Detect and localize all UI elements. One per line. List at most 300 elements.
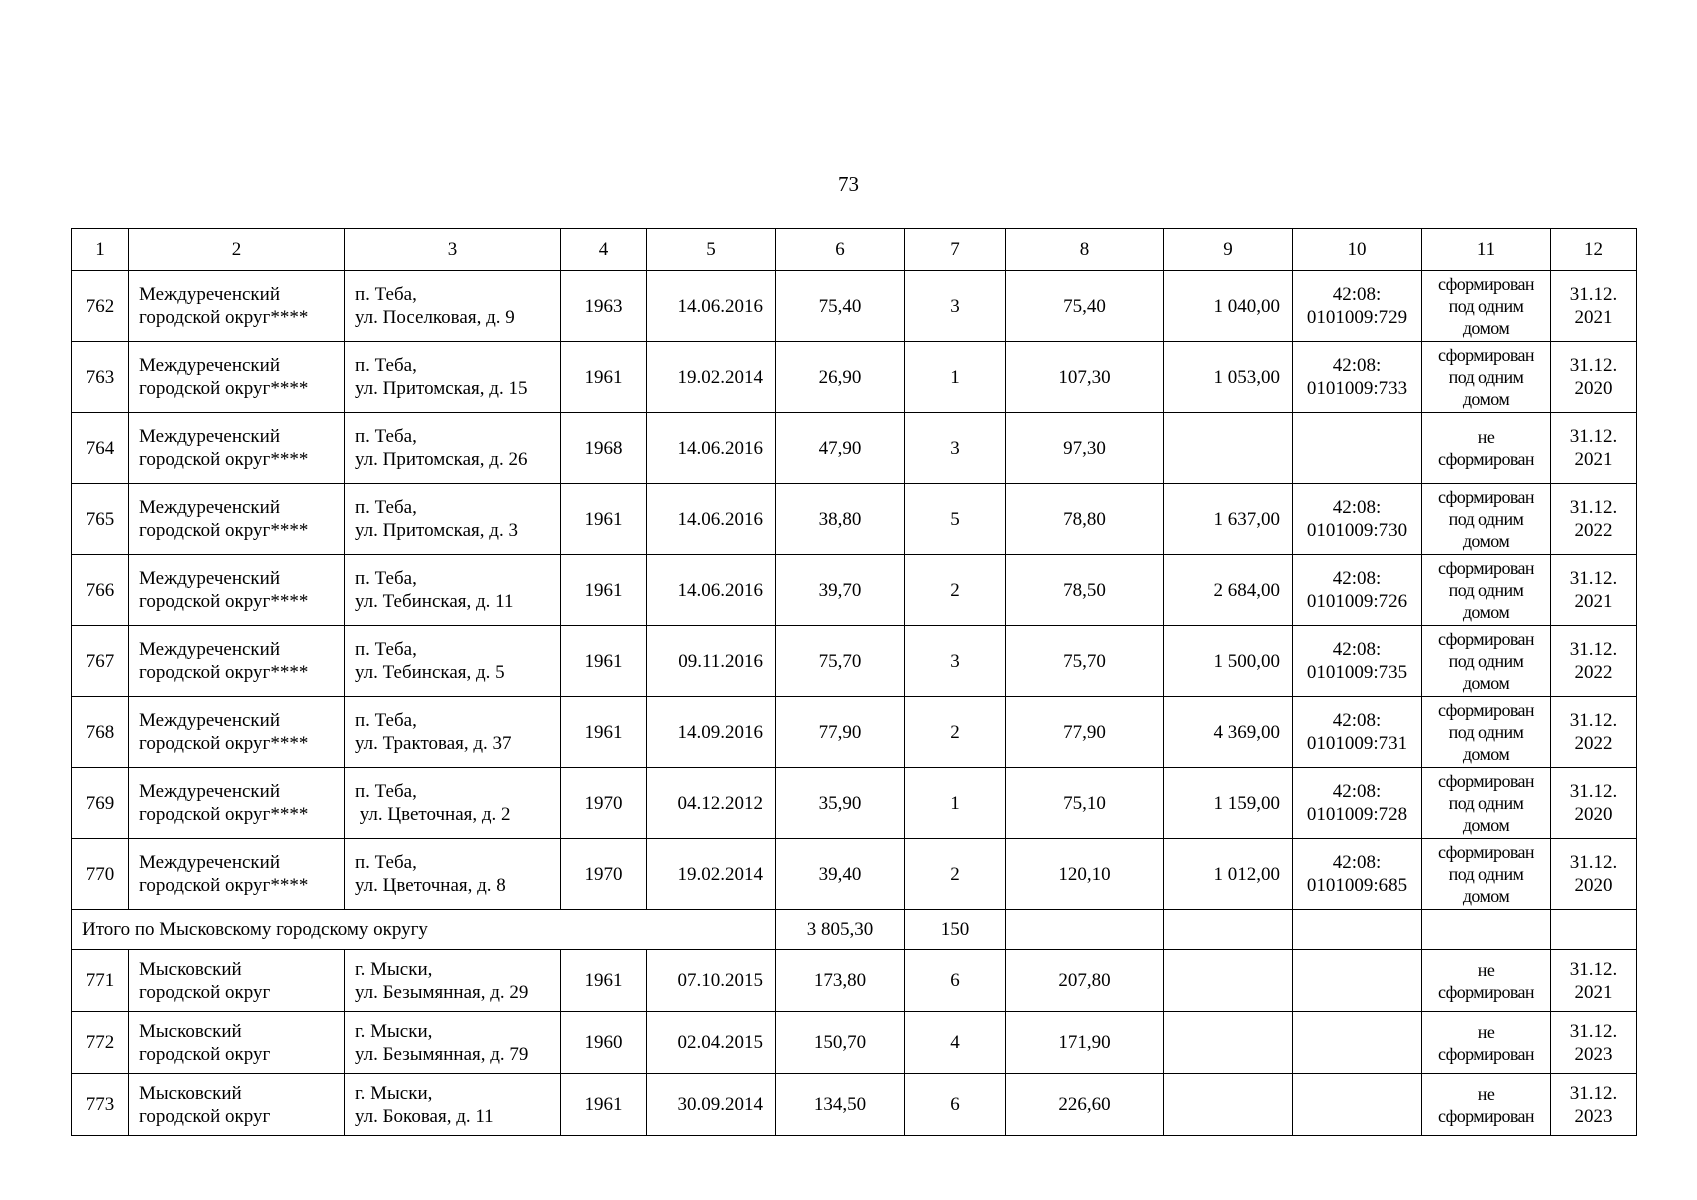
cell-line: 0101009:685 (1306, 875, 1408, 896)
cell-line: 31.12. (1569, 852, 1618, 873)
total-people: 150 (940, 919, 970, 940)
cell-line: сформирован (1438, 558, 1534, 578)
table-row (72, 342, 1637, 413)
cell-line: 42:08: (1332, 497, 1382, 518)
municipality-cell (129, 697, 345, 768)
date-cell (647, 555, 776, 626)
cell-line: под одним (1448, 367, 1524, 387)
people: 4 (950, 1032, 960, 1053)
cell-line: 31.12. (1569, 1020, 1618, 1042)
total-label: Итого по Мысковскому городскому округу (82, 919, 428, 940)
cell-line: п. Теба, (355, 568, 417, 589)
table-row (72, 1012, 1637, 1074)
cell-line: не (1477, 1083, 1495, 1104)
table-row (72, 484, 1637, 555)
total-area-cell (1006, 413, 1164, 484)
people: 5 (950, 508, 960, 530)
column-header: 9 (1164, 229, 1293, 271)
area-cell (776, 950, 905, 1012)
cell-line: под одним (1448, 296, 1524, 316)
date-cell (647, 839, 776, 910)
area-cell (776, 1074, 905, 1136)
deadline-cell (1551, 697, 1637, 768)
cadastral-cell (1293, 271, 1422, 342)
area: 75,70 (818, 650, 862, 672)
cell-line: 2022 (1574, 733, 1613, 754)
total-area-sum-cell (776, 910, 905, 950)
land-status-cell (1422, 413, 1551, 484)
cadastral-cell (1293, 768, 1422, 839)
total-area: 97,30 (1063, 437, 1106, 459)
total-area: 78,80 (1063, 508, 1106, 530)
cadastral-cell (1293, 555, 1422, 626)
row-number: 769 (85, 792, 115, 814)
deadline-cell (1551, 555, 1637, 626)
land-area-cell (1164, 555, 1293, 626)
cell-line: сформирован (1438, 700, 1534, 720)
cell-line: 2021 (1574, 449, 1613, 470)
cell-line: 42:08: (1332, 568, 1382, 589)
cell-line: городской округ**** (139, 378, 309, 399)
cell-line: п. Теба, (355, 639, 417, 660)
land-area: 1 053,00 (1213, 366, 1280, 388)
cell-line: п. Теба, (355, 852, 417, 873)
date: 09.11.2016 (678, 650, 763, 672)
year: 1970 (584, 863, 623, 885)
address-cell (345, 839, 561, 910)
year: 1968 (584, 437, 623, 459)
cell-line: ул. Цветочная, д. 2 (355, 804, 511, 825)
total-area: 207,80 (1058, 970, 1111, 991)
cell-line: 0101009:729 (1306, 307, 1408, 328)
cadastral-cell (1293, 1074, 1422, 1136)
column-header: 1 (72, 229, 129, 271)
year: 1961 (584, 508, 623, 530)
total-area-cell (1006, 950, 1164, 1012)
cadastral-cell (1293, 413, 1422, 484)
municipality-cell (129, 1074, 345, 1136)
address-cell (345, 555, 561, 626)
column-header: 2 (129, 229, 345, 271)
area-cell (776, 839, 905, 910)
cell-line: 2022 (1574, 520, 1613, 541)
cell-line: сформирован (1438, 771, 1534, 791)
address-cell (345, 950, 561, 1012)
area: 173,80 (813, 970, 867, 991)
row-number-cell (72, 697, 129, 768)
row-number: 772 (85, 1032, 115, 1053)
table-row (72, 626, 1637, 697)
cell-line: Мысковский (139, 1020, 242, 1042)
cell-line: городской округ (139, 981, 271, 1003)
land-area-cell (1164, 413, 1293, 484)
cell-line: 2021 (1574, 591, 1613, 612)
cell-line: 31.12. (1569, 355, 1618, 376)
cell-line: 0101009:735 (1306, 662, 1408, 683)
cell-line: Междуреченский (139, 568, 280, 589)
land-area-cell (1164, 839, 1293, 910)
cell-line: п. Теба, (355, 426, 417, 447)
cell-line: ул. Тебинская, д. 5 (355, 662, 505, 683)
people-cell (905, 950, 1006, 1012)
cell-line: 31.12. (1569, 568, 1618, 589)
cell-line: 42:08: (1332, 355, 1382, 376)
cell-line: 0101009:733 (1306, 378, 1408, 399)
cell-line: г. Мыски, (355, 1082, 433, 1104)
cadastral-cell (1293, 697, 1422, 768)
row-number: 767 (85, 650, 115, 672)
cell-line: домом (1462, 389, 1510, 409)
row-number: 762 (85, 295, 115, 317)
column-header: 5 (647, 229, 776, 271)
year-cell (561, 839, 647, 910)
cadastral-cell (1293, 839, 1422, 910)
people-cell (905, 271, 1006, 342)
cell-line: под одним (1448, 793, 1524, 813)
year: 1961 (584, 1094, 623, 1115)
land-area-cell (1164, 1074, 1293, 1136)
cell-line: сформирован (1438, 487, 1534, 507)
people: 6 (950, 1094, 960, 1115)
cell-line: ул. Цветочная, д. 8 (355, 875, 506, 896)
area-cell (776, 1012, 905, 1074)
area: 150,70 (813, 1032, 867, 1053)
date-cell (647, 342, 776, 413)
municipality-cell (129, 413, 345, 484)
address-cell (345, 1012, 561, 1074)
people-cell (905, 626, 1006, 697)
row-number-cell (72, 768, 129, 839)
empty-cell (1422, 910, 1551, 950)
year: 1961 (584, 650, 623, 672)
cell-line: ул. Притомская, д. 3 (355, 520, 518, 541)
total-area: 77,90 (1063, 721, 1106, 743)
cell-line: сформирован (1438, 842, 1534, 862)
cell-line: п. Теба, (355, 355, 417, 376)
land-status-cell (1422, 626, 1551, 697)
cell-line: п. Теба, (355, 284, 417, 305)
cell-line: 42:08: (1332, 710, 1382, 731)
row-number-cell (72, 950, 129, 1012)
total-area: 171,90 (1058, 1032, 1111, 1053)
cell-line: городской округ**** (139, 804, 309, 825)
table-row (72, 839, 1637, 910)
people-cell (905, 697, 1006, 768)
cell-line: 2020 (1574, 875, 1613, 896)
address-cell (345, 271, 561, 342)
cell-line: 2020 (1574, 378, 1613, 399)
total-area-cell (1006, 626, 1164, 697)
cell-line: 31.12. (1569, 710, 1618, 731)
area: 47,90 (818, 437, 862, 459)
cell-line: сформирован (1438, 345, 1534, 365)
cell-line: 0101009:726 (1306, 591, 1408, 612)
date-cell (647, 1012, 776, 1074)
cell-line: не (1477, 1021, 1495, 1042)
year: 1961 (584, 366, 623, 388)
total-area: 120,10 (1058, 863, 1111, 885)
people: 6 (950, 970, 960, 991)
land-status-cell (1422, 555, 1551, 626)
row-number: 764 (85, 437, 115, 459)
total-row (72, 910, 1637, 950)
year: 1960 (584, 1032, 623, 1053)
page-number-text: 73 (838, 172, 859, 196)
area-cell (776, 697, 905, 768)
area: 75,40 (818, 295, 862, 317)
land-area: 2 684,00 (1213, 579, 1280, 601)
empty-cell (1164, 910, 1293, 950)
cell-line: городской округ (139, 1043, 271, 1065)
cell-line: городской округ**** (139, 449, 309, 470)
land-area: 1 012,00 (1213, 863, 1280, 885)
cell-line: Междуреченский (139, 639, 280, 660)
year-cell (561, 626, 647, 697)
cadastral-cell (1293, 950, 1422, 1012)
cell-line: Междуреченский (139, 852, 280, 873)
cell-line: 31.12. (1569, 781, 1618, 802)
people-cell (905, 342, 1006, 413)
date-cell (647, 1074, 776, 1136)
cell-line: городской округ**** (139, 662, 309, 683)
cell-line: 2023 (1574, 1105, 1613, 1127)
land-status-cell (1422, 342, 1551, 413)
cell-line: ул. Поселковая, д. 9 (355, 307, 515, 328)
total-area-cell (1006, 342, 1164, 413)
year: 1961 (584, 970, 623, 991)
deadline-cell (1551, 839, 1637, 910)
address-cell (345, 413, 561, 484)
cell-line: сформирован (1438, 449, 1534, 469)
cell-line: сформирован (1438, 1105, 1534, 1126)
deadline-cell (1551, 484, 1637, 555)
year-cell (561, 342, 647, 413)
date-cell (647, 413, 776, 484)
cell-line: 42:08: (1332, 639, 1382, 660)
area-cell (776, 413, 905, 484)
cell-line: домом (1462, 531, 1510, 551)
municipality-cell (129, 1012, 345, 1074)
date: 14.09.2016 (677, 721, 763, 743)
year-cell (561, 1012, 647, 1074)
table-row (72, 697, 1637, 768)
column-header: 8 (1006, 229, 1164, 271)
land-area: 1 500,00 (1213, 650, 1280, 672)
cell-line: Междуреченский (139, 426, 280, 447)
area: 35,90 (818, 792, 862, 814)
cell-line: 42:08: (1332, 284, 1382, 305)
cell-line: 42:08: (1332, 852, 1382, 873)
date: 14.06.2016 (677, 579, 763, 601)
people-cell (905, 839, 1006, 910)
row-number-cell (72, 555, 129, 626)
cell-line: 0101009:731 (1306, 733, 1408, 754)
people-cell (905, 1012, 1006, 1074)
address-cell (345, 768, 561, 839)
area: 38,80 (818, 508, 862, 530)
people: 1 (950, 792, 960, 814)
total-area-cell (1006, 271, 1164, 342)
land-area-cell (1164, 271, 1293, 342)
total-area-sum: 3 805,30 (806, 919, 874, 940)
area: 39,40 (818, 863, 862, 885)
people-cell (905, 484, 1006, 555)
people: 3 (950, 437, 960, 459)
column-header: 12 (1551, 229, 1637, 271)
cell-line: Междуреченский (139, 710, 280, 731)
column-number-header-row (72, 229, 1637, 271)
area-cell (776, 555, 905, 626)
column-header: 4 (561, 229, 647, 271)
people-cell (905, 413, 1006, 484)
cell-line: городской округ**** (139, 591, 309, 612)
column-header: 6 (776, 229, 905, 271)
row-number-cell (72, 342, 129, 413)
date-cell (647, 768, 776, 839)
cell-line: 2021 (1574, 307, 1613, 328)
date-cell (647, 626, 776, 697)
total-people-cell (905, 910, 1006, 950)
cell-line: 31.12. (1569, 426, 1618, 447)
total-area-cell (1006, 1074, 1164, 1136)
table-row (72, 413, 1637, 484)
date-cell (647, 950, 776, 1012)
date: 04.12.2012 (677, 792, 763, 814)
address-cell (345, 484, 561, 555)
municipality-cell (129, 626, 345, 697)
column-header: 7 (905, 229, 1006, 271)
cell-line: п. Теба, (355, 497, 417, 518)
year: 1961 (584, 579, 623, 601)
empty-cell (1551, 910, 1637, 950)
cadastral-cell (1293, 484, 1422, 555)
page-number (0, 172, 1697, 197)
deadline-cell (1551, 413, 1637, 484)
table-row (72, 271, 1637, 342)
area-cell (776, 271, 905, 342)
column-header: 3 (345, 229, 561, 271)
cell-line: домом (1462, 886, 1510, 906)
date: 19.02.2014 (677, 863, 763, 885)
people: 2 (950, 863, 960, 885)
total-area-cell (1006, 555, 1164, 626)
cell-line: городской округ (139, 1105, 271, 1127)
row-number: 770 (85, 863, 115, 885)
deadline-cell (1551, 1074, 1637, 1136)
cell-line: ул. Безымянная, д. 79 (355, 1043, 529, 1065)
area: 39,70 (818, 579, 862, 601)
land-area: 1 159,00 (1213, 792, 1280, 814)
row-number-cell (72, 839, 129, 910)
total-area-cell (1006, 697, 1164, 768)
cell-line: домом (1462, 602, 1510, 622)
municipality-cell (129, 271, 345, 342)
cell-line: сформирован (1438, 1043, 1534, 1064)
cell-line: 31.12. (1569, 497, 1618, 518)
address-cell (345, 626, 561, 697)
row-number-cell (72, 1012, 129, 1074)
row-number: 771 (85, 970, 115, 991)
total-area-cell (1006, 1012, 1164, 1074)
cell-line: ул. Тебинская, д. 11 (355, 591, 514, 612)
land-area-cell (1164, 697, 1293, 768)
year-cell (561, 413, 647, 484)
date: 19.02.2014 (677, 366, 763, 388)
cell-line: под одним (1448, 580, 1524, 600)
cell-line: под одним (1448, 722, 1524, 742)
cell-line: ул. Безымянная, д. 29 (355, 981, 529, 1003)
cell-line: Междуреченский (139, 781, 280, 802)
cell-line: 31.12. (1569, 1082, 1618, 1104)
deadline-cell (1551, 950, 1637, 1012)
cell-line: 0101009:728 (1306, 804, 1408, 825)
land-status-cell (1422, 1074, 1551, 1136)
deadline-cell (1551, 1012, 1637, 1074)
cell-line: 42:08: (1332, 781, 1382, 802)
deadline-cell (1551, 768, 1637, 839)
people: 3 (950, 295, 960, 317)
land-status-cell (1422, 271, 1551, 342)
area-cell (776, 768, 905, 839)
cell-line: сформирован (1438, 274, 1534, 294)
area-cell (776, 484, 905, 555)
address-cell (345, 342, 561, 413)
row-number: 763 (85, 366, 115, 388)
date: 02.04.2015 (677, 1032, 763, 1053)
year-cell (561, 697, 647, 768)
cell-line: домом (1462, 318, 1510, 338)
cell-line: домом (1462, 673, 1510, 693)
cell-line: 2023 (1574, 1043, 1613, 1065)
cell-line: сформирован (1438, 981, 1534, 1002)
date: 14.06.2016 (677, 437, 763, 459)
row-number: 765 (85, 508, 115, 530)
cell-line: Мысковский (139, 1082, 242, 1104)
row-number-cell (72, 271, 129, 342)
total-area: 75,40 (1063, 295, 1106, 317)
cell-line: п. Теба, (355, 781, 417, 802)
people: 2 (950, 579, 960, 601)
year-cell (561, 950, 647, 1012)
cell-line: 2021 (1574, 981, 1613, 1003)
area: 77,90 (818, 721, 862, 743)
cell-line: домом (1462, 815, 1510, 835)
table-row (72, 950, 1637, 1012)
land-area-cell (1164, 950, 1293, 1012)
municipality-cell (129, 342, 345, 413)
area-cell (776, 342, 905, 413)
cell-line: 31.12. (1569, 284, 1618, 305)
year-cell (561, 1074, 647, 1136)
land-area-cell (1164, 484, 1293, 555)
row-number-cell (72, 1074, 129, 1136)
cell-line: городской округ**** (139, 520, 309, 541)
cell-line: г. Мыски, (355, 1020, 433, 1042)
area-cell (776, 626, 905, 697)
year-cell (561, 768, 647, 839)
cell-line: ул. Притомская, д. 26 (355, 449, 528, 470)
cell-line: городской округ**** (139, 307, 309, 328)
cell-line: 31.12. (1569, 958, 1618, 980)
cadastral-cell (1293, 1012, 1422, 1074)
total-area-cell (1006, 484, 1164, 555)
date: 14.06.2016 (677, 508, 763, 530)
table-row (72, 1074, 1637, 1136)
cadastral-cell (1293, 626, 1422, 697)
deadline-cell (1551, 271, 1637, 342)
cell-line: Междуреченский (139, 355, 280, 376)
area: 134,50 (813, 1094, 867, 1115)
